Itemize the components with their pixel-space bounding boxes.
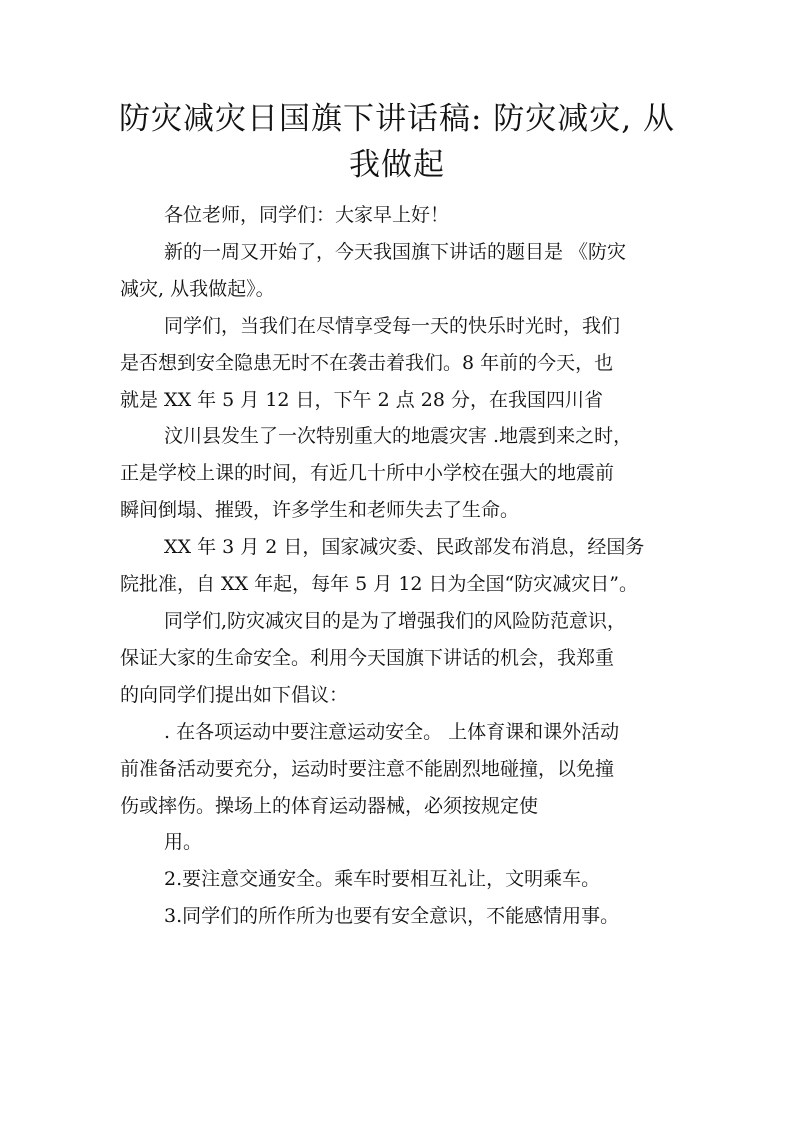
body-line: XX 年 3 月 2 日，国家减灾委、民政部发布消息，经国务 [164, 536, 645, 559]
body-line: 新的一周又开始了，今天我国旗下讲话的题目是 《防灾 [164, 240, 627, 263]
body-line: 是否想到安全隐患无时不在袭击着我们。8 年前的今天，也 [120, 351, 614, 374]
title-line-2: 我做起 [349, 147, 445, 183]
document-body [120, 197, 686, 935]
body-line: 的向同学们提出如下倡议： [120, 683, 349, 706]
body-line: 伤或摔伤。操场上的体育运动器械，必须按规定使 [120, 794, 539, 817]
body-line: 保证大家的生命安全。利用今天国旗下讲话的机会，我郑重 [120, 646, 615, 669]
body-line: 3.同学们的所作所为也要有安全意识，不能感情用事。 [164, 905, 620, 928]
title-line-1: 防灾减灾日国旗下讲话稿: 防灾减灾, 从 [118, 101, 675, 137]
body-line: 正是学校上课的时间，有近几十所中小学校在强大的地震前 [120, 462, 615, 485]
body-line: 用。 [164, 831, 203, 854]
body-line: . 在各项运动中要注意运动安全。 上体育课和课外活动 [164, 720, 620, 743]
body-line: 2.要注意交通安全。乘车时要相互礼让，文明乘车。 [164, 868, 601, 891]
body-line: 同学们,防灾减灾目的是为了增强我们的风险防范意识， [164, 609, 627, 632]
body-line: 同学们，当我们在尽情享受每一天的快乐时光时，我们 [164, 314, 621, 337]
body-line: 院批准，自 XX 年起，每年 5 月 12 日为全国“防灾减灾日”。 [120, 573, 638, 596]
body-line: 汶川县发生了一次特别重大的地震灾害 .地震到来之时， [164, 425, 633, 448]
body-line: 各位老师，同学们：大家早上好！ [164, 204, 450, 226]
body-line: 瞬间倒塌、摧毁，许多学生和老师失去了生命。 [120, 499, 520, 522]
body-line: 前准备活动要充分，运动时要注意不能剧烈地碰撞，以免撞 [120, 757, 615, 780]
document-title [110, 96, 684, 188]
body-line: 减灾, 从我做起》。 [120, 277, 275, 300]
body-line: 就是 XX 年 5 月 12 日，下午 2 点 28 分，在我国四川省 [120, 388, 603, 411]
